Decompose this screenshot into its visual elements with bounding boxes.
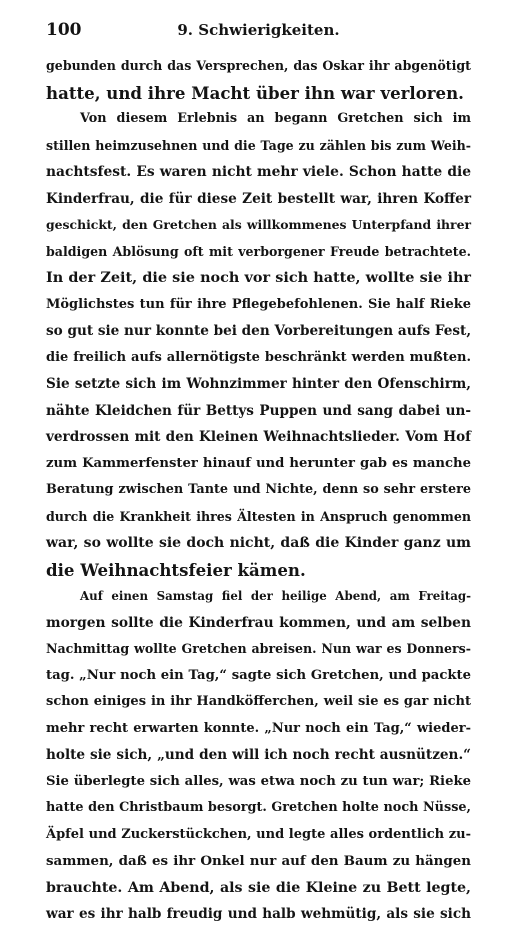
text-line: gebunden durch das Versprechen, das Oskar ihr abgenötigt bbox=[46, 58, 471, 73]
text-line: schon einiges in ihr Handköfferchen, weil sie es gar nicht bbox=[46, 694, 471, 709]
text-line: geschickt, den Gretchen als willkommenes Unterpfand ihrer bbox=[46, 217, 471, 232]
text-line: Nachmittag wollte Gretchen abreisen. Nun war es Donners- bbox=[46, 641, 471, 656]
text-line: Sie überlegte sich alles, was etwa noch zu tun war; Rieke bbox=[46, 773, 471, 789]
text-line: die freilich aufs allernötigste beschränkt werden mußten. bbox=[46, 349, 471, 365]
text-line: sammen, daß es ihr Onkel nur auf den Baum zu hängen bbox=[46, 853, 471, 869]
text-line: Beratung zwischen Tante und Nichte, denn so sehr erstere bbox=[46, 482, 471, 497]
text-line: mehr recht erwarten konnte. „Nur noch ein Tag,“ wieder- bbox=[46, 720, 471, 736]
page-number: 100 bbox=[46, 20, 82, 40]
text-line: Kinderfrau, die für diese Zeit bestellt war, ihren Koffer bbox=[46, 190, 471, 207]
text-line: Auf einen Samstag fiel der heilige Abend, am Freitag- bbox=[80, 589, 471, 603]
text-line: hatte den Christbaum besorgt. Gretchen holte noch Nüsse, bbox=[46, 800, 471, 815]
text-line: brauchte. Am Abend, als sie die Kleine zu Bett legte, bbox=[46, 879, 471, 896]
text-line: Möglichstes tun für ihre Pflegebefohlenen. Sie half Rieke bbox=[46, 296, 471, 312]
text-line: durch die Krankheit ihres Ältesten in Anspruch genommen bbox=[46, 508, 471, 524]
text-line: hatte, und ihre Macht über ihn war verloren. bbox=[46, 82, 464, 103]
text-line: war es ihr halb freudig und halb wehmütig, als sie sich bbox=[46, 906, 471, 922]
text-line: tag. „Nur noch ein Tag,“ sagte sich Gretchen, und packte bbox=[46, 667, 471, 683]
text-line: zum Kammerfenster hinauf und herunter gab es manche bbox=[46, 455, 471, 471]
text-line: verdrossen mit den Kleinen Weihnachtslieder. Vom Hof bbox=[46, 429, 471, 445]
text-line: holte sie sich, „und den will ich noch recht ausnützen.“ bbox=[46, 747, 471, 763]
text-line: baldigen Ablösung oft mit verborgener Freude betrachtete. bbox=[46, 243, 471, 259]
text-line: nähte Kleidchen für Bettys Puppen und sang dabei un- bbox=[46, 402, 471, 419]
text-line: so gut sie nur konnte bei den Vorbereitungen aufs Fest, bbox=[46, 323, 472, 339]
text-line: morgen sollte die Kinderfrau kommen, und am selben bbox=[46, 614, 471, 631]
text-line: die Weihnachtsfeier kämen. bbox=[46, 559, 306, 580]
text-line: Äpfel und Zuckerstückchen, und legte alles ordentlich zu- bbox=[46, 826, 471, 842]
text-line: war, so wollte sie doch nicht, daß die Kinder ganz um bbox=[46, 535, 471, 551]
running-head: 9. Schwierigkeiten. bbox=[177, 21, 340, 39]
text-line: stillen heimzusehnen und die Tage zu zählen bis zum Weih- bbox=[46, 137, 471, 153]
text-line: Sie setzte sich im Wohnzimmer hinter den Ofenschirm, bbox=[46, 376, 471, 392]
text-line: In der Zeit, die sie noch vor sich hatte, wollte sie ihr bbox=[46, 269, 471, 286]
text-line: nachtsfest. Es waren nicht mehr viele. Schon hatte die bbox=[46, 164, 471, 180]
page-header bbox=[46, 18, 471, 42]
text-line: Von diesem Erlebnis an begann Gretchen sich im bbox=[80, 111, 471, 126]
body-text bbox=[46, 53, 471, 928]
